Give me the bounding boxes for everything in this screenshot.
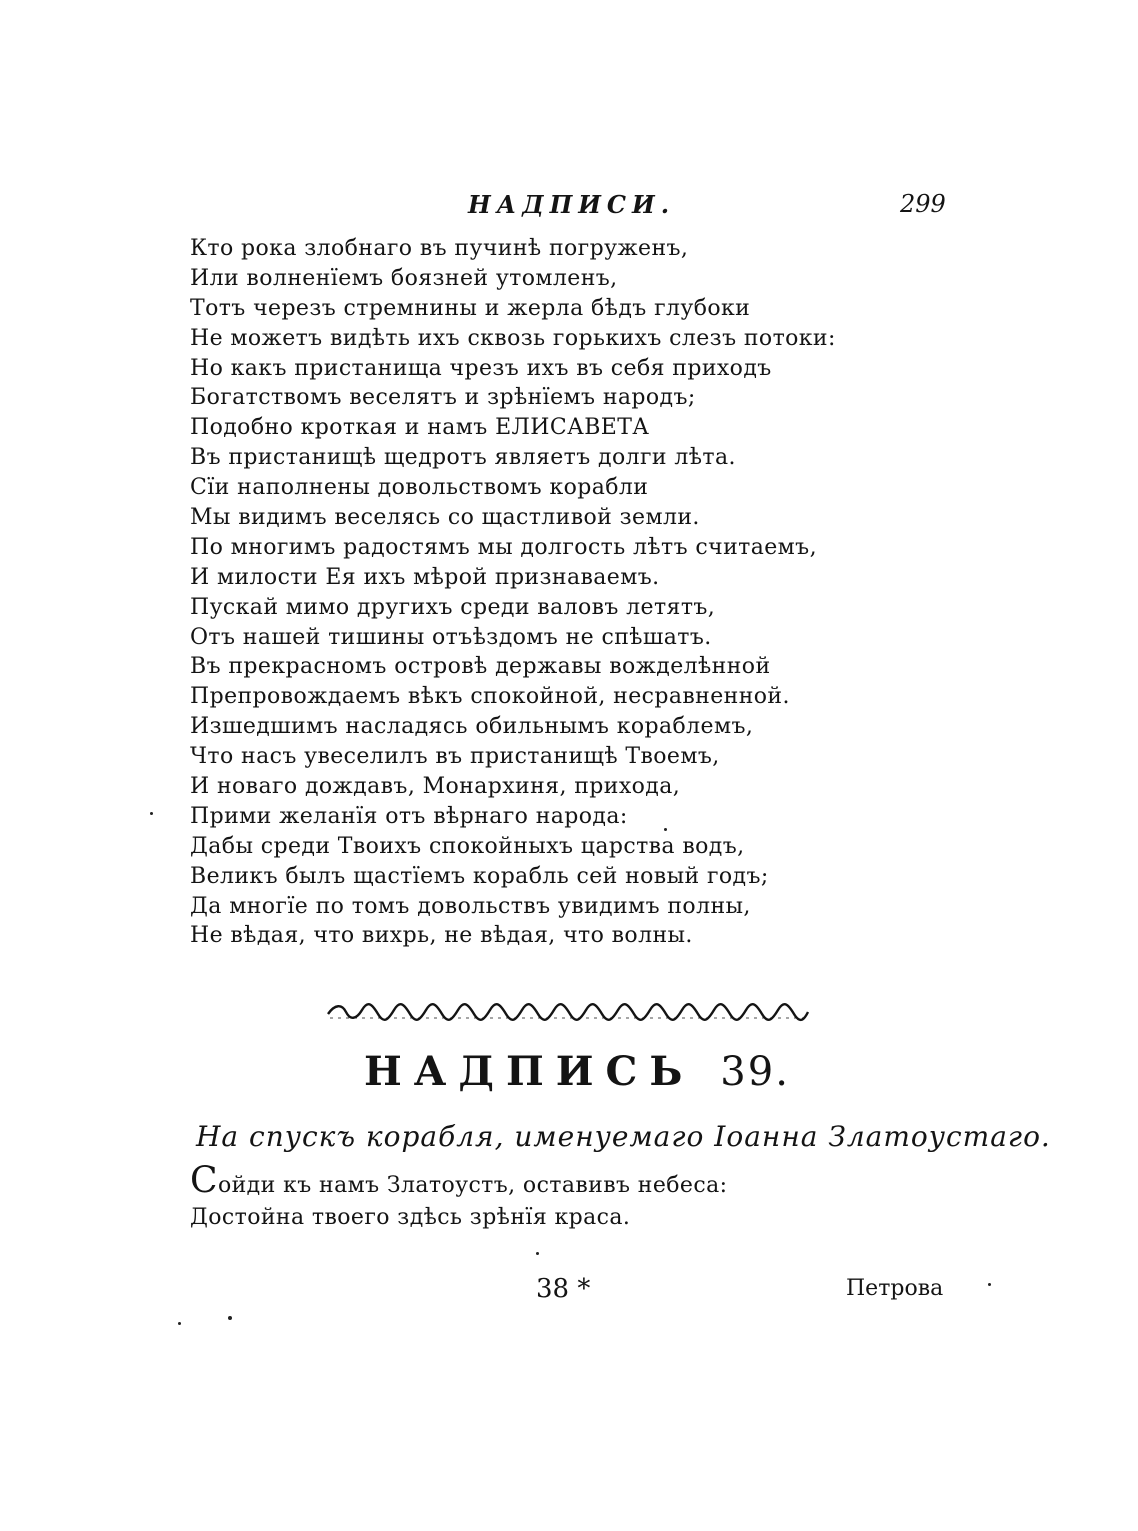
ink-speck	[988, 1283, 991, 1286]
page-number: 299	[900, 190, 946, 218]
verse-line: Отъ нашей тишины отъѣздомъ не спѣшатъ.	[190, 624, 712, 650]
verse-block	[190, 234, 910, 951]
verse-line: И новаго дождавъ, Монархиня, прихода,	[190, 774, 681, 800]
drop-cap: С	[190, 1160, 218, 1201]
inscription-line: Достойна твоего здѣсь зрѣнїя краса.	[190, 1205, 631, 1230]
verse-line: Богатствомъ веселятъ и зрѣнїемъ народъ;	[190, 385, 696, 411]
verse-line: Великъ былъ щастїемъ корабль сей новый годъ;	[190, 863, 769, 889]
ink-speck	[178, 1322, 181, 1325]
section-title	[364, 1048, 790, 1095]
verse-line: По многимъ радостямъ мы долгость лѣтъ считаемъ,	[190, 534, 817, 560]
verse-line: Не можетъ видѣть ихъ сквозь горькихъ слезъ потоки:	[190, 325, 836, 351]
inscription-line	[190, 1160, 890, 1202]
ornamental-divider	[326, 1002, 810, 1022]
running-head: НАДПИСИ.	[468, 190, 676, 219]
catchword: Петрова	[846, 1276, 944, 1301]
verse-line: Препровождаемъ вѣкъ спокойной, несравненной.	[190, 684, 790, 710]
verse-line: Да многїе по томъ довольствъ увидимъ полны,	[190, 893, 751, 919]
section-title-text: НАДПИСЬ	[364, 1048, 695, 1095]
verse-line: И милости Ея ихъ мѣрой признаваемъ.	[190, 564, 660, 590]
verse-line: Не вѣдая, что вихрь, не вѣдая, что волны.	[190, 923, 693, 949]
verse-line: Прими желанїя отъ вѣрнаго народа:	[190, 803, 628, 829]
signature-mark: 38 *	[536, 1274, 591, 1304]
section-number: 39.	[720, 1049, 790, 1095]
verse-line: Мы видимъ веселясь со щастливой земли.	[190, 505, 700, 531]
inscription-line-text: ойди къ намъ Златоустъ, оставивъ небеса:	[217, 1173, 728, 1198]
ink-speck	[228, 1316, 232, 1320]
verse-line: Пускай мимо другихъ среди валовъ летятъ,	[190, 594, 716, 620]
verse-line: Подобно кроткая и намъ ЕЛИСАВЕТА	[190, 415, 650, 441]
ink-speck	[664, 828, 667, 831]
verse-line: Или волненїемъ боязней утомленъ,	[190, 265, 618, 291]
verse-line: Въ пристанищѣ щедротъ являетъ долги лѣта.	[190, 445, 736, 471]
verse-line: Дабы среди Твоихъ спокойныхъ царства водъ,	[190, 833, 745, 859]
ink-speck	[536, 1252, 539, 1255]
ink-speck	[150, 812, 153, 815]
verse-line: Кто рока злобнаго въ пучинѣ погруженъ,	[190, 236, 689, 261]
verse-line: Сїи наполнены довольствомъ корабли	[190, 475, 649, 501]
inscription-verse	[190, 1160, 890, 1234]
verse-line: Что насъ увеселилъ въ пристанищѣ Твоемъ,	[190, 744, 720, 770]
verse-line: Тотъ черезъ стремнины и жерла бѣдъ глубоки	[190, 295, 751, 321]
verse-line: Въ прекрасномъ островѣ державы вожделѣнной	[190, 654, 771, 680]
verse-line: Изшедшимъ насладясь обильнымъ кораблемъ,	[190, 714, 754, 740]
verse-line: Но какъ пристанища чрезъ ихъ въ себя приходъ	[190, 355, 772, 381]
section-subtitle: На спускъ корабля, именуемаго Іоанна Златоустаго.	[196, 1120, 1051, 1153]
